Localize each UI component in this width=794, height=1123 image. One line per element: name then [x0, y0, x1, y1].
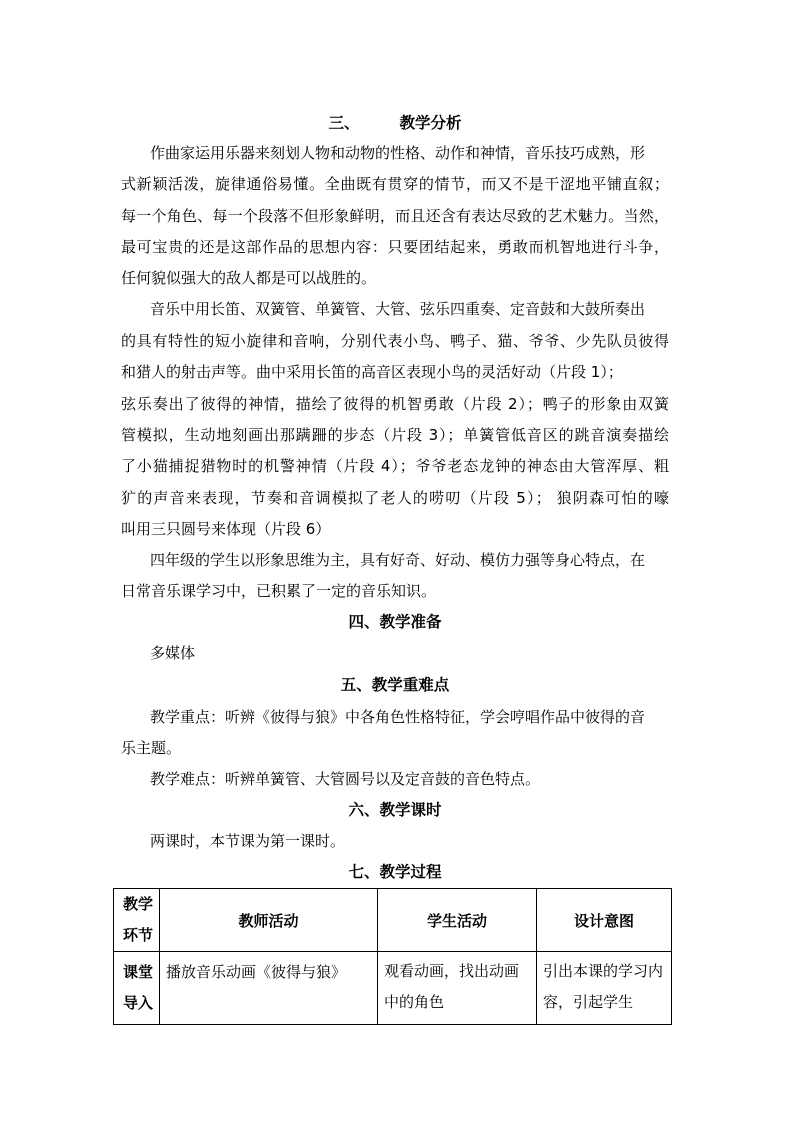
paragraph-line: 作曲家运用乐器来刻划人物和动物的性格、动作和神情，音乐技巧成熟，形 [150, 144, 646, 162]
paragraph-line: 和猎人的射击声等。曲中采用长笛的高音区表现小鸟的灵活好动（片段 1）； [121, 363, 623, 381]
process-table [113, 888, 672, 1025]
header-student: 学生活动 [378, 889, 537, 952]
section-heading-process: 七、教学过程 [348, 863, 442, 881]
section-title: 教学分析 [399, 114, 462, 132]
paragraph-line: 的具有特性的短小旋律和音响，分别代表小鸟、鸭子、猫、爷爷、少先队员彼得 [121, 332, 669, 350]
paragraph-line: 日常音乐课学习中，已积累了一定的音乐知识。 [121, 582, 437, 600]
cell-intent: 引出本课的学习内容，引起学生 [537, 952, 672, 1025]
paragraph-line: 了小猫捕捉猎物时的机警神情（片段 4）；爷爷老态龙钟的神态由大管浑厚、粗 [121, 457, 669, 475]
section-heading-analysis [120, 113, 670, 133]
paragraph-line: 音乐中用长笛、双簧管、单簧管、大管、弦乐四重奏、定音鼓和大鼓所奏出 [150, 300, 646, 318]
section-number: 三、 [328, 114, 360, 132]
header-intent: 设计意图 [537, 889, 672, 952]
paragraph-line: 任何貌似强大的敌人都是可以战胜的。 [121, 269, 377, 287]
table-header-row [114, 889, 672, 952]
paragraph-line: 管模拟，生动地刻画出那蹒跚的步态（片段 3）；单簧管低音区的跳音演奏描绘 [121, 426, 669, 444]
section-heading-prep: 四、教学准备 [348, 613, 442, 631]
prep-text: 多媒体 [150, 644, 196, 662]
paragraph-line: 式新颖活泼，旋律通俗易懂。全曲既有贯穿的情节，而又不是干涩地平铺直叙； [121, 175, 669, 193]
difficulty-line: 教学难点：听辨单簧管、大管圆号以及定音鼓的音色特点。 [150, 770, 541, 788]
paragraph-line: 弦乐奏出了彼得的神情，描绘了彼得的机智勇敢（片段 2）；鸭子的形象由双簧 [121, 395, 669, 413]
table-row [114, 952, 672, 1025]
cell-stage: 课堂导入 [114, 952, 160, 1025]
cell-teacher: 播放音乐动画《彼得与狼》 [160, 952, 378, 1025]
paragraph-line: 犷的声音来表现，节奏和音调模拟了老人的唠叨（片段 5）； 狼阴森可怕的嚎 [121, 489, 669, 507]
hours-text: 两课时，本节课为第一课时。 [150, 832, 346, 850]
cell-student: 观看动画，找出动画中的角色 [378, 952, 537, 1025]
header-teacher: 教师活动 [160, 889, 378, 952]
focus-line: 乐主题。 [121, 739, 182, 757]
paragraph-line: 最可宝贵的还是这部作品的思想内容：只要团结起来，勇敢而机智地进行斗争， [121, 238, 669, 256]
section-heading-hours: 六、教学课时 [348, 801, 442, 819]
focus-line: 教学重点：听辨《彼得与狼》中各角色性格特征，学会哼唱作品中彼得的音 [150, 708, 646, 726]
header-stage: 教学环节 [114, 889, 160, 952]
paragraph-line: 四年级的学生以形象思维为主，具有好奇、好动、模仿力强等身心特点，在 [150, 551, 646, 569]
paragraph-line: 叫用三只圆号来体现（片段 6） [121, 520, 331, 538]
section-heading-keypoints: 五、教学重难点 [340, 676, 450, 694]
paragraph-line: 每一个角色、每一个段落不但形象鲜明，而且还含有表达尽致的艺术魅力。当然， [121, 207, 669, 225]
